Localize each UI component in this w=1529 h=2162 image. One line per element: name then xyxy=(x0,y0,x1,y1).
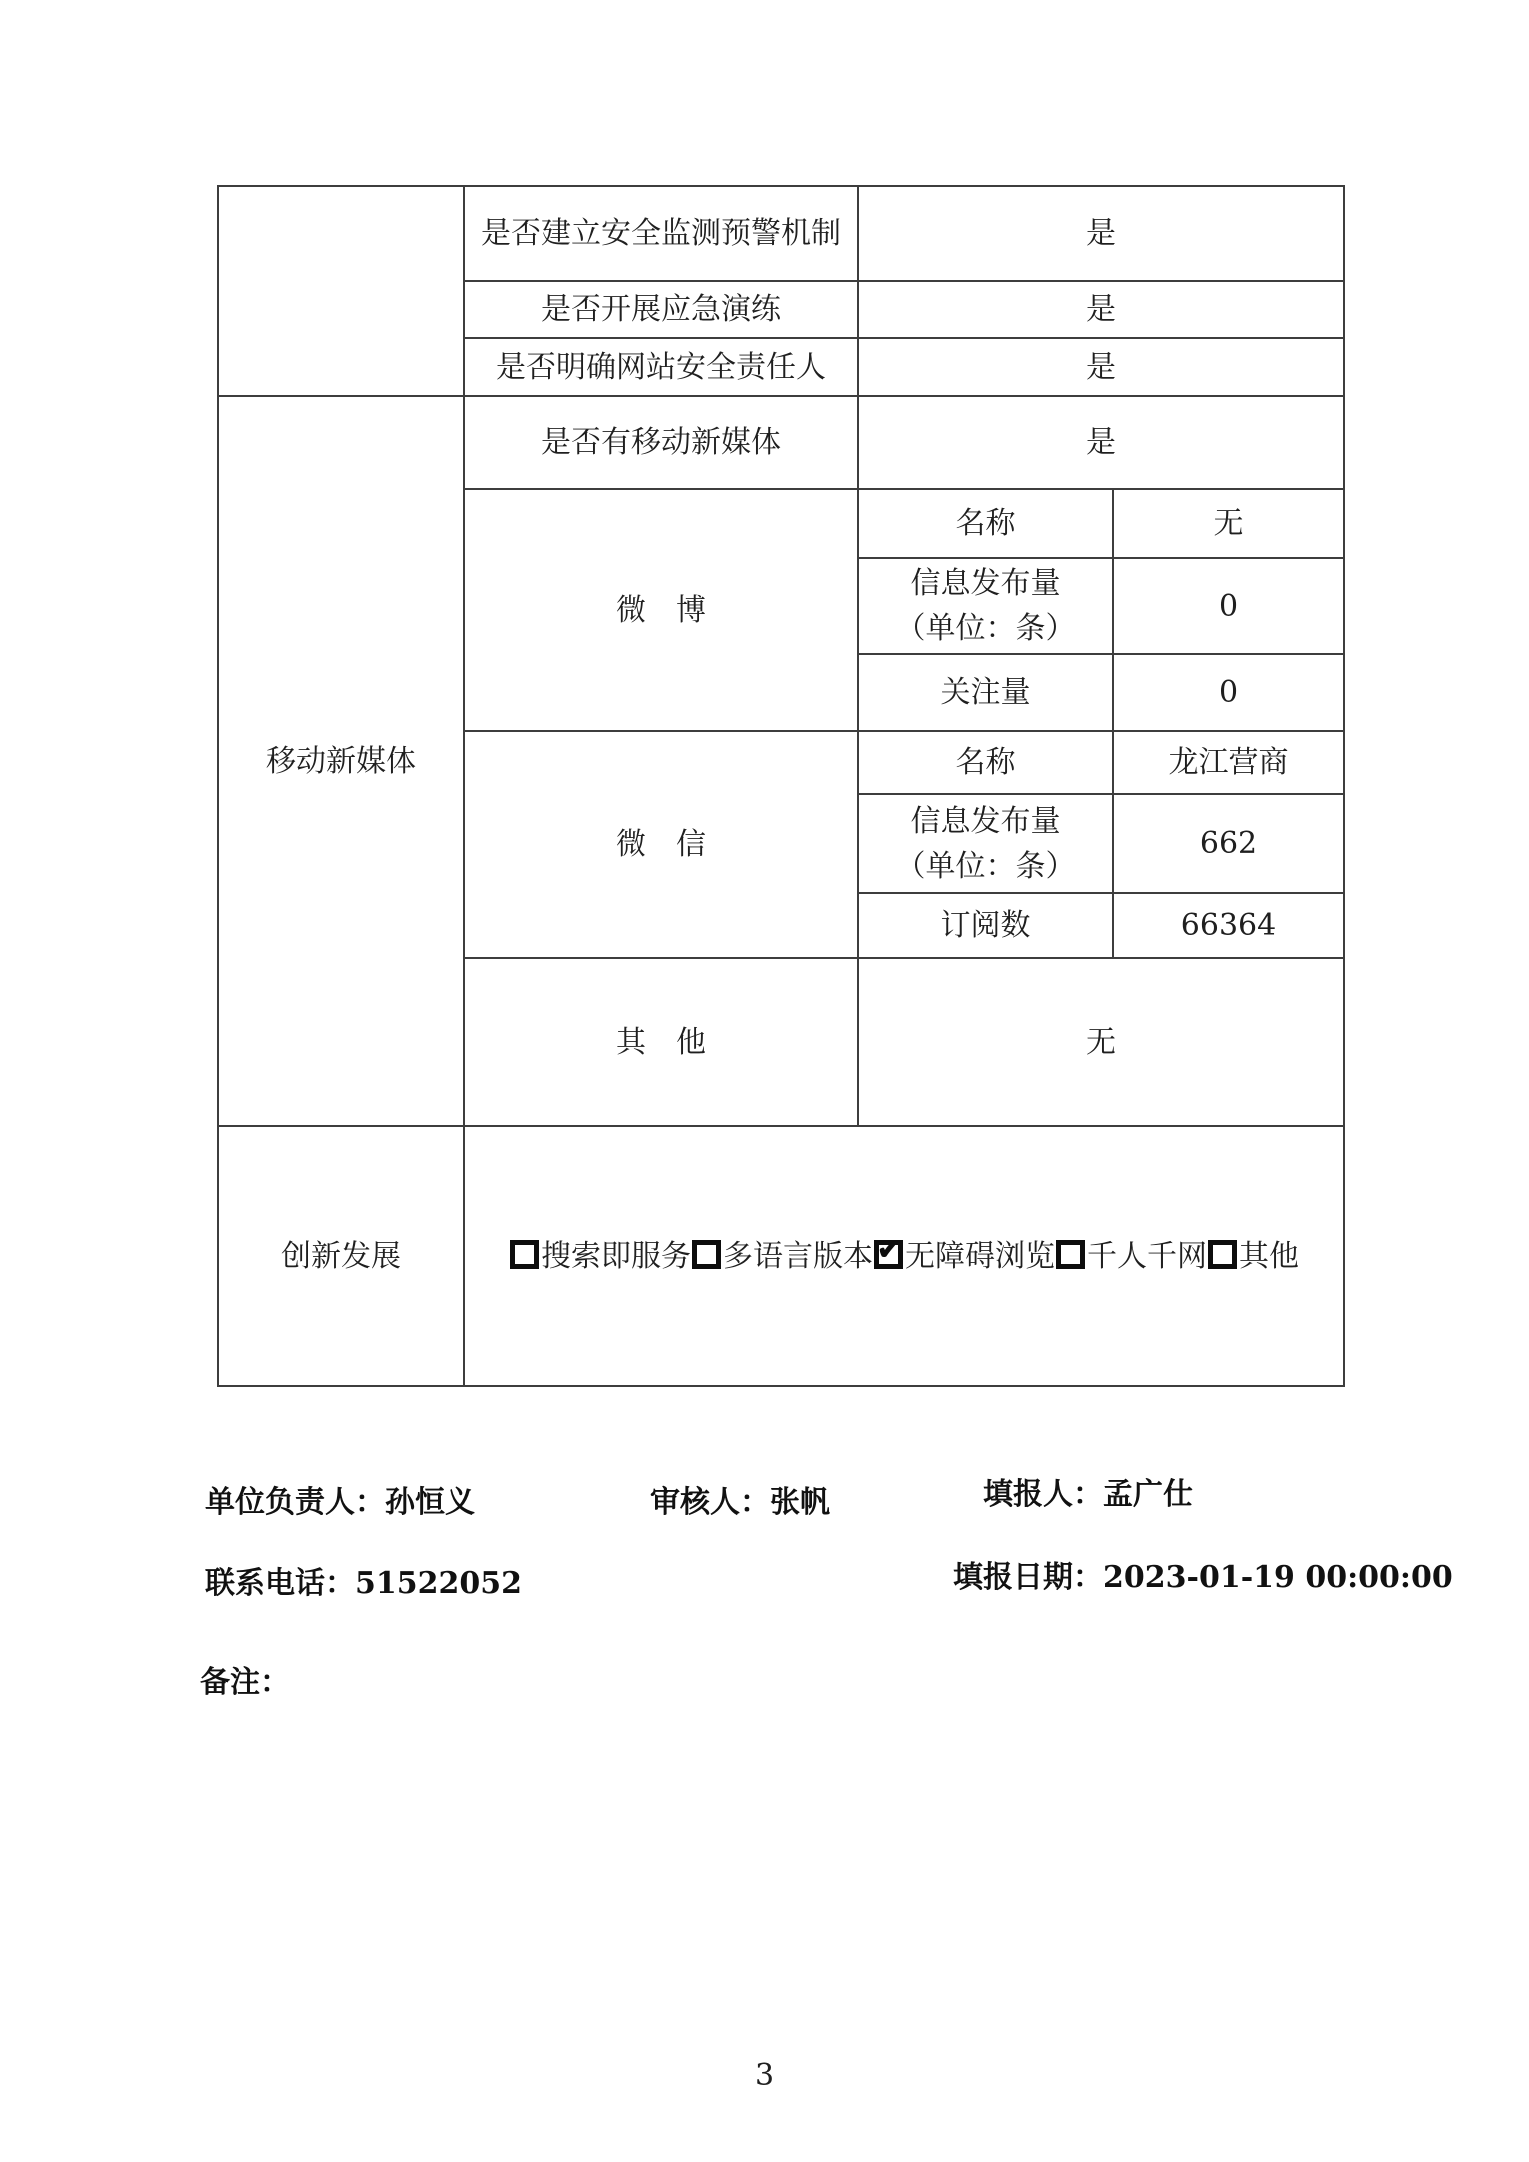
unit-head-text: 单位负责人：孙恒义 xyxy=(205,1485,475,1520)
wechat-subscribe-label: 订阅数 xyxy=(858,893,1113,958)
checkbox-multilingual xyxy=(692,1240,721,1269)
wechat-subscribe-value: 66364 xyxy=(1113,893,1344,958)
checkbox-accessibility xyxy=(874,1232,903,1269)
mobile-media-question: 是否有移动新媒体 xyxy=(464,396,858,489)
wechat-publish-label-line1: 信息发布量 xyxy=(910,803,1061,839)
weibo-name-value: 无 xyxy=(1113,489,1344,558)
innovation-options-cell xyxy=(464,1126,1344,1386)
wechat-name-value: 龙江营商 xyxy=(1113,731,1344,794)
page-number: 3 xyxy=(754,2058,775,2093)
security-question-1: 是否建立安全监测预警机制 xyxy=(464,186,858,281)
other-media-value: 无 xyxy=(858,958,1344,1126)
phone-text: 联系电话：51522052 xyxy=(205,1566,522,1601)
checkbox-mark: ✔ xyxy=(877,1232,901,1266)
mobile-media-answer: 是 xyxy=(858,396,1344,489)
weibo-publish-label-line1: 信息发布量 xyxy=(910,566,1061,601)
other-media-label-cell: 其 他 xyxy=(464,958,858,1126)
wechat-name-label: 名称 xyxy=(858,731,1113,794)
remark-text: 备注： xyxy=(200,1665,290,1700)
checkbox-thousand-sites xyxy=(1056,1240,1085,1269)
filler-text: 填报人：孟广仕 xyxy=(983,1477,1193,1512)
checkbox-label-thousand-sites: 千人千网 xyxy=(1087,1238,1207,1274)
weibo-name-label: 名称 xyxy=(858,489,1113,558)
table-row xyxy=(218,1126,1344,1386)
innovation-category-cell: 创新发展 xyxy=(218,1126,464,1386)
wechat-publish-label-line2: （单位：条） xyxy=(895,848,1076,884)
weibo-publish-value: 0 xyxy=(1113,558,1344,654)
checkbox-label-other: 其他 xyxy=(1239,1238,1299,1274)
weibo-followers-value: 0 xyxy=(1113,654,1344,731)
weibo-followers-label: 关注量 xyxy=(858,654,1113,731)
weibo-publish-label xyxy=(858,558,1113,654)
security-answer-2: 是 xyxy=(858,281,1344,338)
security-answer-1: 是 xyxy=(858,186,1344,281)
security-question-2: 是否开展应急演练 xyxy=(464,281,858,338)
report-table xyxy=(217,185,1345,1387)
security-answer-3: 是 xyxy=(858,338,1344,396)
checkbox-label-accessibility: 无障碍浏览 xyxy=(905,1238,1055,1274)
fill-date-text: 填报日期：2023-01-19 00:00:00 xyxy=(953,1560,1453,1595)
weibo-publish-label-line2: （单位：条） xyxy=(895,611,1076,646)
security-question-3: 是否明确网站安全责任人 xyxy=(464,338,858,396)
checkbox-label-multilingual: 多语言版本 xyxy=(723,1238,873,1274)
mobile-media-category-cell: 移动新媒体 xyxy=(218,396,464,1126)
reviewer-text: 审核人：张帆 xyxy=(650,1485,830,1520)
table-row xyxy=(218,396,1344,489)
checkbox-other xyxy=(1208,1240,1237,1269)
security-category-cell-empty xyxy=(218,186,464,396)
weibo-label-cell: 微 博 xyxy=(464,489,858,731)
wechat-publish-label xyxy=(858,794,1113,893)
table-row xyxy=(218,186,1344,281)
checkbox-search-service xyxy=(510,1240,539,1269)
wechat-label-cell: 微 信 xyxy=(464,731,858,958)
wechat-publish-value: 662 xyxy=(1113,794,1344,893)
checkbox-label-search-service: 搜索即服务 xyxy=(541,1238,691,1274)
